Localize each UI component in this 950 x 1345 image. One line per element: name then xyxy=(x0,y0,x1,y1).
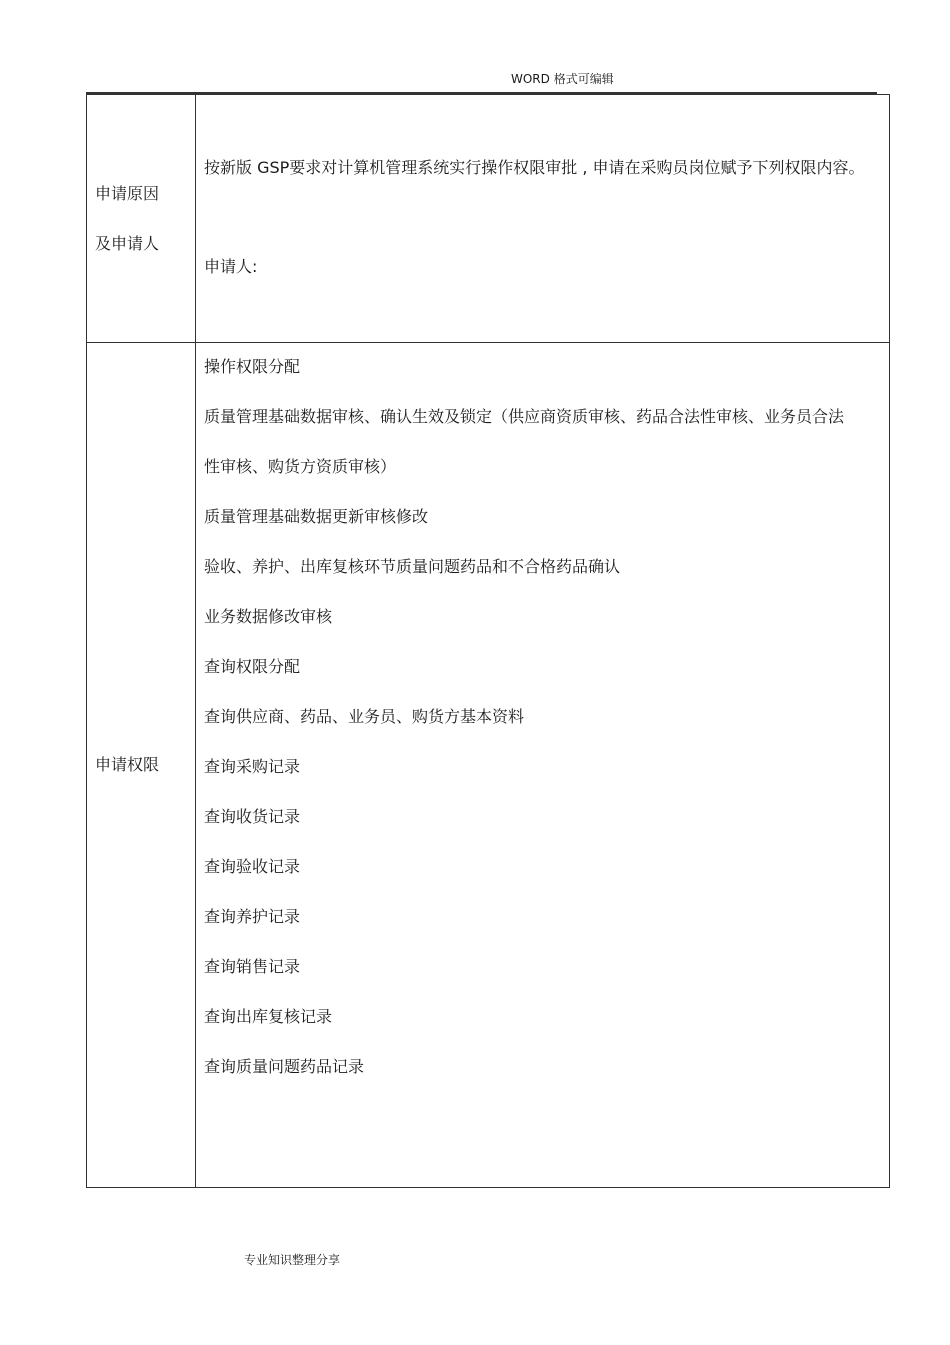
permission-item: 查询采购记录 xyxy=(204,757,301,776)
permission-item: 业务数据修改审核 xyxy=(204,607,333,626)
permission-row xyxy=(87,343,890,1188)
applicant-label: 申请人: xyxy=(204,257,258,276)
permission-label: 申请权限 xyxy=(95,755,160,774)
permission-item: 查询出库复核记录 xyxy=(204,1007,333,1026)
permission-item: 查询养护记录 xyxy=(204,907,301,926)
permission-item: 查询供应商、药品、业务员、购货方基本资料 xyxy=(204,707,525,726)
permission-item: 质量管理基础数据更新审核修改 xyxy=(204,507,429,526)
reason-text: 按新版 GSP要求对计算机管理系统实行操作权限审批 , 申请在采购员岗位赋予下列权限内容。 xyxy=(204,158,865,177)
reason-label-line1: 申请原因 xyxy=(95,183,160,203)
permission-item: 操作权限分配 xyxy=(204,357,301,376)
reason-label-cell xyxy=(87,95,196,343)
footer-note: 专业知识整理分享 xyxy=(244,1253,341,1267)
reason-label-line2: 及申请人 xyxy=(95,233,160,253)
application-table xyxy=(86,94,890,1188)
permission-label-cell xyxy=(87,343,196,1188)
permission-item: 查询验收记录 xyxy=(204,857,301,876)
permission-item: 查询销售记录 xyxy=(204,957,301,976)
reason-row xyxy=(87,95,890,343)
permission-content-cell xyxy=(196,343,890,1188)
permission-item: 验收、养护、出库复核环节质量问题药品和不合格药品确认 xyxy=(204,557,621,576)
header-note: WORD 格式可编辑 xyxy=(511,72,614,86)
permission-item: 查询质量问题药品记录 xyxy=(204,1057,365,1076)
permission-item: 质量管理基础数据审核、确认生效及锁定（供应商资质审核、药品合法性审核、业务员合法性审核、购货方资质审核） xyxy=(204,407,845,476)
permission-item: 查询权限分配 xyxy=(204,657,301,676)
permission-list xyxy=(204,342,889,1092)
permission-item: 查询收货记录 xyxy=(204,807,301,826)
reason-content-cell xyxy=(196,95,890,343)
